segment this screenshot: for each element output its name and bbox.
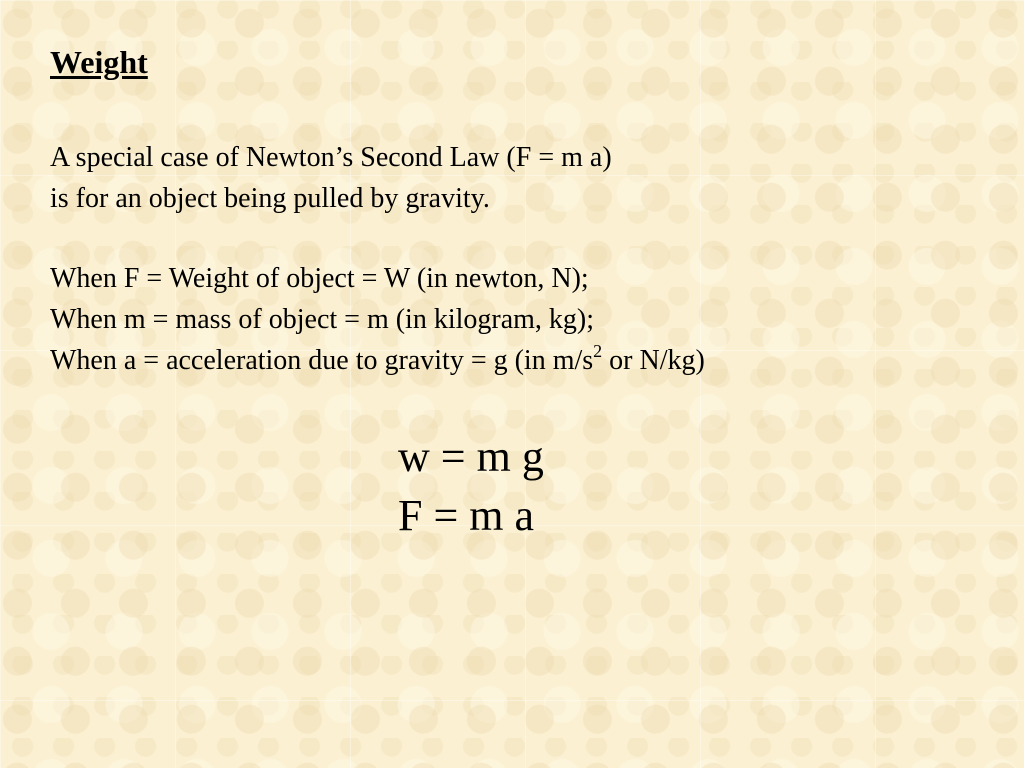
acceleration-definition xyxy=(50,340,705,381)
equation-block xyxy=(398,427,544,545)
mass-definition: When m = mass of object = m (in kilogram, kg); xyxy=(50,304,595,335)
intro-line-2: is for an object being pulled by gravity. xyxy=(50,183,490,214)
definitions-paragraph xyxy=(50,258,705,381)
weight-equation: w = m g xyxy=(398,432,544,481)
intro-paragraph xyxy=(50,137,612,219)
acceleration-text-before-exponent: When a = acceleration due to gravity = g (in m/s xyxy=(50,345,594,376)
force-definition: When F = Weight of object = W (in newton, N); xyxy=(50,263,589,294)
acceleration-text-after-exponent: or N/kg) xyxy=(602,345,705,376)
slide-title: Weight xyxy=(50,44,148,80)
newton-second-law-equation: F = m a xyxy=(398,491,535,540)
intro-line-1: A special case of Newton’s Second Law (F = m a) xyxy=(50,142,612,173)
unit-exponent: 2 xyxy=(593,341,603,361)
